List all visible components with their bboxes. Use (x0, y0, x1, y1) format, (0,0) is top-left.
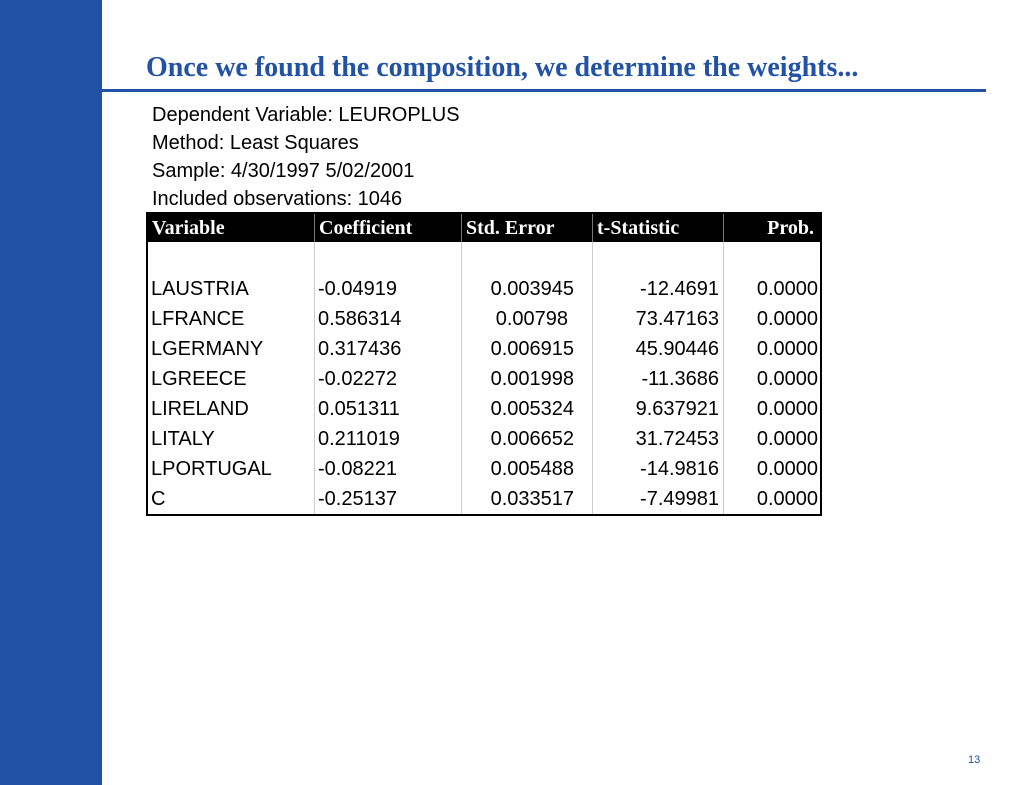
page-number: 13 (968, 754, 981, 766)
cell-std-error: 0.005488 (462, 454, 593, 484)
cell-variable: LIRELAND (148, 394, 315, 424)
sidebar-band (0, 0, 102, 785)
title-underline (35, 89, 986, 92)
cell-coefficient: -0.04919 (315, 274, 462, 304)
header-prob: Prob. (767, 217, 814, 239)
table-row (148, 274, 820, 304)
cell-t-statistic: 45.90446 (593, 334, 724, 364)
header-std-error: Std. Error (462, 214, 593, 242)
cell-variable: LFRANCE (148, 304, 315, 334)
header-t-statistic: t-Statistic (593, 214, 724, 242)
cell-t-statistic: -14.9816 (593, 454, 724, 484)
cell-variable: LGREECE (148, 364, 315, 394)
cell-t-statistic: -11.3686 (593, 364, 724, 394)
slide-title: Once we found the composition, we determine the weights... (146, 52, 859, 83)
table-row (148, 364, 820, 394)
regression-metadata (152, 101, 460, 213)
cell-coefficient: -0.08221 (315, 454, 462, 484)
table-row (148, 424, 820, 454)
cell-std-error: 0.005324 (462, 394, 593, 424)
cell-coefficient: 0.051311 (315, 394, 462, 424)
cell-prob: 0.0000 (756, 398, 818, 420)
cell-coefficient: 0.211019 (315, 424, 462, 454)
observation-count: Included observations: 1046 (152, 188, 403, 210)
cell-prob: 0.0000 (756, 308, 818, 330)
cell-prob: 0.0000 (756, 488, 818, 510)
cell-std-error: 0.033517 (462, 484, 593, 514)
cell-prob: 0.0000 (756, 458, 818, 480)
cell-variable: LGERMANY (148, 334, 315, 364)
cell-t-statistic: 31.72453 (593, 424, 724, 454)
cell-coefficient: -0.02272 (315, 364, 462, 394)
cell-coefficient: -0.25137 (315, 484, 462, 514)
cell-prob: 0.0000 (756, 338, 818, 360)
table-row (148, 484, 820, 514)
cell-std-error: 0.003945 (462, 274, 593, 304)
cell-coefficient: 0.586314 (315, 304, 462, 334)
table-header (148, 214, 820, 242)
sample-range: Sample: 4/30/1997 5/02/2001 (152, 160, 415, 182)
cell-variable: LAUSTRIA (148, 274, 315, 304)
cell-t-statistic: 73.47163 (593, 304, 724, 334)
cell-t-statistic: 9.637921 (593, 394, 724, 424)
cell-variable: LITALY (148, 424, 315, 454)
cell-t-statistic: -12.4691 (593, 274, 724, 304)
cell-std-error: 0.006915 (462, 334, 593, 364)
table-row (148, 304, 820, 334)
cell-coefficient: 0.317436 (315, 334, 462, 364)
table-row (148, 334, 820, 364)
cell-variable: LPORTUGAL (148, 454, 315, 484)
cell-prob: 0.0000 (756, 278, 818, 300)
cell-t-statistic: -7.49981 (593, 484, 724, 514)
cell-std-error: 0.00798 (462, 304, 593, 334)
table-spacer-row (148, 242, 820, 274)
method: Method: Least Squares (152, 132, 359, 154)
header-coefficient: Coefficient (315, 214, 462, 242)
cell-std-error: 0.001998 (462, 364, 593, 394)
cell-prob: 0.0000 (756, 368, 818, 390)
table-row (148, 454, 820, 484)
cell-variable: C (148, 484, 315, 514)
header-variable: Variable (148, 214, 315, 242)
regression-table (146, 212, 822, 516)
dependent-variable: Dependent Variable: LEUROPLUS (152, 104, 460, 126)
table-row (148, 394, 820, 424)
cell-std-error: 0.006652 (462, 424, 593, 454)
cell-prob: 0.0000 (756, 428, 818, 450)
